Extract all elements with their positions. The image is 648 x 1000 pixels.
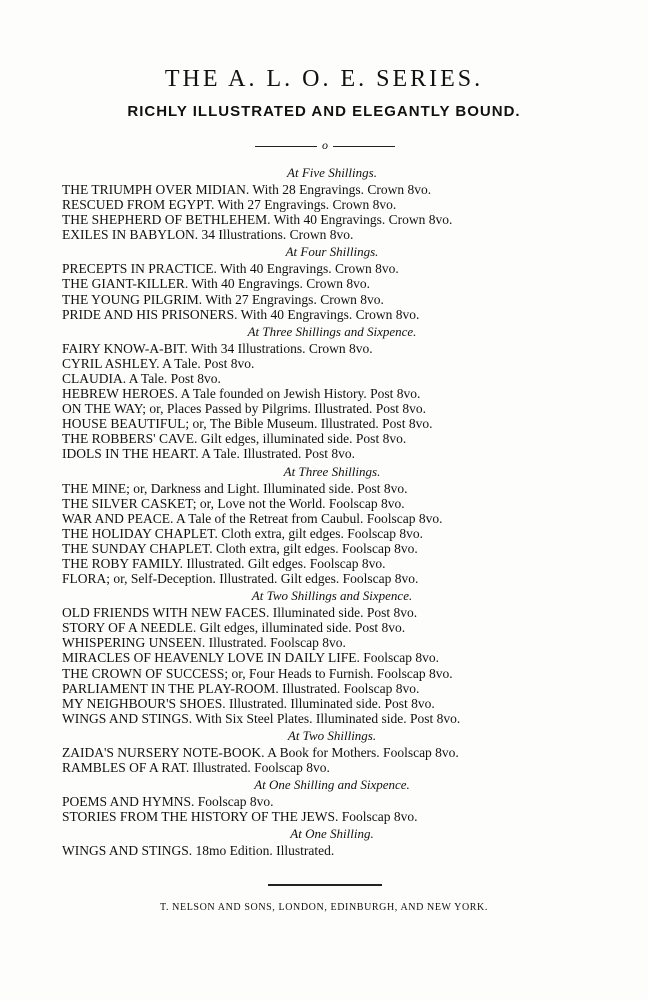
price-heading: At Three Shillings. — [283, 463, 381, 479]
book-entry: THE SHEPHERD OF BETHLEHEM. With 40 Engravings. Crown 8vo. — [62, 212, 453, 228]
book-entry: EXILES IN BABYLON. 34 Illustrations. Crown 8vo. — [62, 227, 354, 243]
book-entry: ZAIDA'S NURSERY NOTE-BOOK. A Book for Mothers. Foolscap 8vo. — [62, 744, 459, 760]
book-entry: HOUSE BEAUTIFUL; or, The Bible Museum. Illustrated. Post 8vo. — [62, 416, 433, 432]
book-entry: THE ROBY FAMILY. Illustrated. Gilt edges. Foolscap 8vo. — [62, 555, 386, 571]
book-entry: OLD FRIENDS WITH NEW FACES. Illuminated side. Post 8vo. — [62, 605, 418, 621]
price-heading: At One Shilling. — [290, 826, 374, 842]
price-heading: At Two Shillings. — [287, 727, 377, 743]
book-entry: FLORA; or, Self-Deception. Illustrated. Gilt edges. Foolscap 8vo. — [62, 571, 419, 587]
book-entry: IDOLS IN THE HEART. A Tale. Illustrated. Post 8vo. — [62, 446, 355, 462]
book-entry: PRECEPTS IN PRACTICE. With 40 Engravings. Crown 8vo. — [62, 261, 399, 277]
book-entry: THE SILVER CASKET; or, Love not the World. Foolscap 8vo. — [62, 495, 405, 511]
book-entry: RAMBLES OF A RAT. Illustrated. Foolscap 8vo. — [62, 760, 330, 775]
book-entry: THE TRIUMPH OVER MIDIAN. With 28 Engravings. Crown 8vo. — [62, 182, 432, 197]
price-section — [62, 825, 602, 858]
book-entry: WINGS AND STINGS. 18mo Edition. Illustrated. — [62, 843, 335, 859]
price-heading: At Two Shillings and Sixpence. — [251, 588, 413, 604]
book-entry: PRIDE AND HIS PRISONERS. With 40 Engravings. Crown 8vo. — [62, 306, 420, 322]
book-entry: ON THE WAY; or, Places Passed by Pilgrims. Illustrated. Post 8vo. — [62, 401, 426, 417]
price-heading: At Three Shillings and Sixpence. — [247, 323, 417, 339]
book-entry: WINGS AND STINGS. With Six Steel Plates. Illuminated side. Post 8vo. — [62, 710, 461, 726]
book-catalog — [62, 163, 602, 858]
price-section — [62, 164, 602, 242]
book-entry: RESCUED FROM EGYPT. With 27 Engravings. Crown 8vo. — [62, 197, 397, 213]
price-heading: At Five Shillings. — [287, 165, 377, 180]
book-entry: THE GIANT-KILLER. With 40 Engravings. Crown 8vo. — [62, 276, 371, 292]
page-subtitle: RICHLY ILLUSTRATED AND ELEGANTLY BOUND. — [127, 103, 521, 120]
publisher-imprint: T. NELSON AND SONS, LONDON, EDINBURGH, AND NEW YORK. — [160, 902, 488, 913]
book-entry: MY NEIGHBOUR'S SHOES. Illustrated. Illuminated side. Post 8vo. — [62, 695, 435, 711]
book-entry: THE SUNDAY CHAPLET. Cloth extra, gilt edges. Foolscap 8vo. — [62, 540, 418, 556]
book-entry: THE YOUNG PILGRIM. With 27 Engravings. Crown 8vo. — [62, 291, 384, 307]
price-section — [62, 727, 602, 775]
price-section — [62, 463, 602, 587]
book-entry: WAR AND PEACE. A Tale of the Retreat from Caubul. Foolscap 8vo. — [62, 510, 443, 526]
book-entry: HEBREW HEROES. A Tale founded on Jewish History. Post 8vo. — [62, 386, 421, 402]
book-entry: THE CROWN OF SUCCESS; or, Four Heads to Furnish. Foolscap 8vo. — [62, 665, 453, 681]
price-heading: At One Shilling and Sixpence. — [254, 777, 410, 793]
price-section — [62, 776, 602, 824]
page-title: THE A. L. O. E. SERIES. — [164, 66, 484, 92]
book-entry: POEMS AND HYMNS. Foolscap 8vo. — [62, 794, 274, 810]
book-entry: THE MINE; or, Darkness and Light. Illuminated side. Post 8vo. — [62, 480, 408, 496]
book-entry: STORY OF A NEEDLE. Gilt edges, illuminated side. Post 8vo. — [62, 620, 406, 636]
price-section — [62, 587, 602, 726]
price-section — [62, 243, 602, 321]
book-entry: THE ROBBERS' CAVE. Gilt edges, illuminated side. Post 8vo. — [62, 431, 407, 447]
book-entry: CYRIL ASHLEY. A Tale. Post 8vo. — [62, 355, 255, 371]
book-entry: STORIES FROM THE HISTORY OF THE JEWS. Foolscap 8vo. — [62, 809, 418, 825]
divider-ornament: o — [317, 138, 333, 153]
book-entry: PARLIAMENT IN THE PLAY-ROOM. Illustrated. Foolscap 8vo. — [62, 680, 420, 696]
book-entry: MIRACLES OF HEAVENLY LOVE IN DAILY LIFE. Foolscap 8vo. — [62, 650, 440, 666]
book-entry: FAIRY KNOW-A-BIT. With 34 Illustrations. Crown 8vo. — [62, 340, 373, 356]
price-section — [62, 323, 602, 462]
book-entry: WHISPERING UNSEEN. Illustrated. Foolscap 8vo. — [62, 635, 346, 651]
price-heading: At Four Shillings. — [285, 244, 379, 260]
book-entry: CLAUDIA. A Tale. Post 8vo. — [62, 370, 221, 386]
book-entry: THE HOLIDAY CHAPLET. Cloth extra, gilt edges. Foolscap 8vo. — [62, 525, 423, 541]
bottom-divider — [268, 884, 382, 886]
